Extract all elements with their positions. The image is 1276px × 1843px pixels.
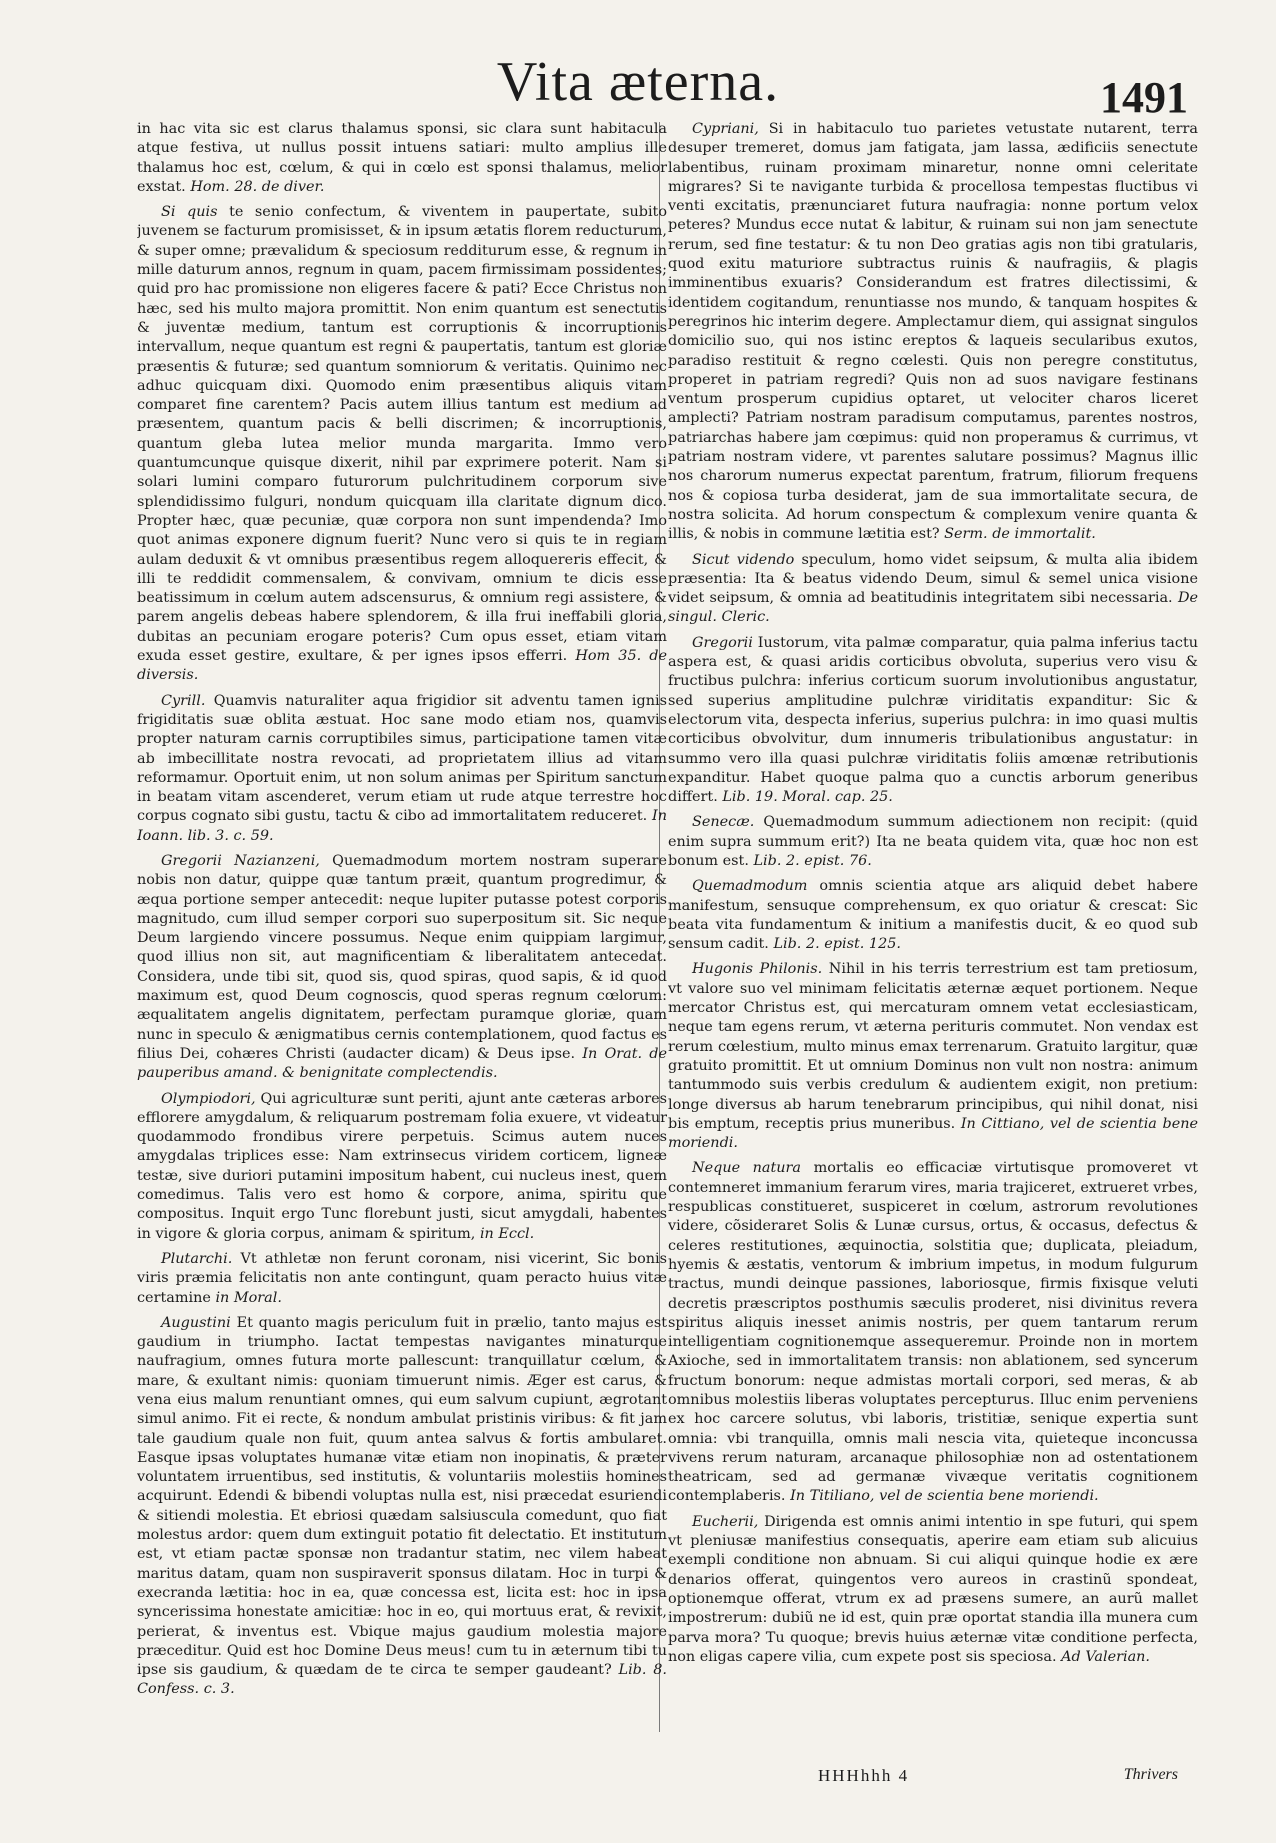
quotation-text: Quemadmodum summum adiectionem non recipit: (quid enim supra summum erit?) Ita ne beata quidem vita, quæ hoc non est bonum est. [668, 814, 1198, 869]
signature-mark: HHHhhh 4 [818, 1766, 910, 1785]
quotation-text: te senio confectum, & viventem in paupertate, subito juvenem se facturum promisisset, & in ipsum ætatis florem reducturum, & super omne; prævalidum & speciosum redditurum esse, & regnum in mille daturum annos, regnum in quam, pacem firmissimam possidentes; quid pro hac promissione non eligeres facere & pati? Ecce Christus non hæc, sed his multo majora promittit. Non enim quantum est senectutis & juventæ medium, tantum est corruptionis & incorruptionis intervallum, neque quantum est regni & paupertatis, tantum est gloriæ præsentis & futuræ; sed quantum somniorum & veritatis. Quinimo nec adhuc quicquam dixi. Quomodo enim præsentibus aliquis vitam comparet fine carentem? Pacis autem illius tantum est medium ad præsentem, quantum pacis & belli discrimen; & incorruptionis, quantum gleba lutea melior munda margarita. Immo vero quantumcunque quisque dixerit, nihil par exprimere poterit. Nam si solari lumini comparo futurorum pulchritudinem corporum sive splendidissimo fulguri, nondum quicquam illa claritate dignum dico. Propter hæc, quæ pecuniæ, quæ corpora non sunt impendenda? Imo quot animas exponere dignum fuerit? Nunc vero si quis te in regiam aulam deduxit & vt omnibus præsentibus regem alloquereris effecit, & illi te reddidit commensalem, & convivam, omnium te dicis esse beatissimum in cœlum autem adscensurus, & omnium regi assistere, & parem angelis debeas habere splendorem, & illa frui ineffabili gloria, dubitas an pecuniam erogare poteris? Cum opus esset, etiam vitam exuda esset gestire, exultare, & per ignes ipsos efferri. [137, 204, 667, 665]
quotation-entry [137, 1090, 667, 1244]
running-head [0, 52, 1276, 122]
citation: Serm. de immortalit. [944, 526, 1096, 543]
quotation-text: Iustorum, vita palmæ comparatur, quia palma inferius tactu aspera est, & quasi aridis corticibus obvoluta, superius vero visu & fructibus pulchra: inferius corticum suorum involutionibus angustatur, sed superius amplitudine pulchræ viriditatis expanditur: Sic & electorum vita, despecta inferius, superius pulchra: in imo quasi multis corticibus obvolvitur, dum innumeris tribulationibus angustatur: in summo vero illa quasi pulchræ viriditatis foliis amœnæ retributionis expanditur. Habet quoque palma quo a cunctis arborum generibus differt. [668, 634, 1198, 806]
citation: In Ioann. lib. 3. c. 59. [137, 808, 667, 844]
citation: In Titiliano, vel de scientia bene moriendi. [790, 1488, 1099, 1505]
quotation-entry [137, 203, 667, 685]
citation: In Orat. de pauperibus amand. & benignitate complectendis. [137, 1045, 667, 1082]
author-name: Augustini [161, 1314, 231, 1331]
quotation-entry [137, 692, 667, 846]
quotation-text: Et quanto magis periculum fuit in prælio, tanto majus est gaudium in triumpho. Iactat tempestas navigantes minaturque naufragium, omnes futura morte pallescunt: tranquillatur cœlum, & mare, & exultant nimis: quoniam timuerunt nimis. Æger est carus, & vena eius malum renuntiant omnes, qui eum salvum cupiunt, ægrotant simul animo. Fit ei recte, & nondum ambulat pristinis viribus: & fit jam tale gaudium quale non fuit, quum antea salvus & fortis ambularet. Easque ipsas voluptates humanæ vitæ etiam non inopinatis, & præter voluntatem irruentibus, sed institutis, & voluntariis molestiis homines acquirunt. Edendi & bibendi voluptas nulla est, nisi præcedat esuriendi & sitiendi molestia. Et ebriosi quædam salsiuscula comedunt, quo fiat molestus ardor: quem dum extinguit potatio fit delectatio. Et institutum est, vt etiam pactæ sponsæ non tradantur statim, nec vilem habeat maritus datam, quam non suspiraverit sponsus dilatam. Hoc in turpi & execranda lætitia: hoc in ea, quæ concessa est, licita est: hoc in ipsa syncerissima honestate amicitiæ: hoc in eo, qui mortuus erat, & revixit, perierat, & inventus est. Vbique majus gaudium molestia majore præceditur. Quid est hoc Domine Deus meus! cum tu in æternum tibi tu ipse sis gaudium, & quædam de te circa te semper gaudeant? [137, 1314, 667, 1679]
author-name: Gregorii Nazianzeni, [161, 852, 320, 869]
quotation-text: Dirigenda est omnis animi intentio in spe futuri, qui spem vt pleniusæ manifestius consequatis, aperire eam etiam sub alicuius exempli conditione non abnuam. Si cui aliqui quinque hodie ex ære denarios offerat, quingentos vero aureos in crastinũ spondeat, optionemque offerat, vtrum ex ad præsens sumere, an aurũ mallet impostrerum: dubiũ ne id est, quin præ oportat standia illa munera cum parva mora? Tu quoque; brevis huius æternæ vitæ conditione perfecta, non eligas capere vilia, cum expete post sis speciosa. [668, 1513, 1198, 1665]
quotation-entry [668, 960, 1198, 1153]
right-column [668, 120, 1198, 1760]
citation: Lib. 2. epist. 76. [753, 852, 872, 869]
author-name: Sicut videndo [692, 551, 795, 568]
quotation-text: Si in habitaculo tuo parietes vetustate nutarent, terra desuper tremeret, domus jam fatigata, jam lassa, ædificiis senectute labentibus, ruinam proximam minaretur, nonne omni celeritate migrares? Si te navigante turbida & procellosa tempestas fluctibus vi venti excitatis, prænunciaret futura naufragia: nonne portum velox peteres? Mundus ecce nutat & labitur, & ruinam sui non jam senectute rerum, sed fine testatur: & tu non Deo gratias agis non tibi gratularis, quod exitu maturiore subtractus ruinis & naufragiis, & plagis imminentibus exuaris? Considerandum est fratres dilectissimi, & identidem cogitandum, renuntiasse nos mundo, & tanquam hospites & peregrinos hic interim degere. Amplectamur diem, qui assignat singulos domicilio suo, qui nos istinc ereptos & laqueis secularibus exutos, paradiso restituit & regno cœlesti. Quis non peregre constitutus, properet in patriam regredi? Quis non ad suos navigare festinans ventum prosperum cupidius optaret, ut velociter charos liceret amplecti? Patriam nostram paradisum computamus, parentes nostros, patriarchas habere jam cœpimus: quid non properamus & currimus, vt patriam nostram videre, vt parentes salutare possimus? Magnus illic nos charorum numerus expectat parentum, fratrum, filiorum frequens nos & copiosa turba desiderat, jam de sua immortalitate secura, de nostra solicita. Ad horum conspectum & complexum venire quanta & illis, & nobis in commune lætitia est? [668, 121, 1198, 543]
quotation-entry [668, 1159, 1198, 1506]
author-name: Eucherii, [692, 1513, 759, 1530]
citation: In Cittiano, vel de scientia bene moriendi. [668, 1115, 1198, 1152]
citation: Hom 35. de diversis. [137, 648, 667, 684]
quotation-text: mortalis eo efficaciæ virtutisque promoveret vt contemneret immanium ferarum vires, maria trajiceret, extrueret vrbes, respublicas constitueret, suspiceret in cœlum, astrorum revolutiones videre, cõsideraret Solis & Lunæ cursus, ortus, & occasus, defectus & celeres restitutiones, æquinoctia, solstitia que; duplicata, pleiadum, hyemis & æstatis, ventorum & imbrium impetus, in modum fulgurum tractus, mundi deinque passiones, laboriosque, firmis fixisque veluti decretis præscriptos posthumis sæculis proderet, nisi divinitus revera spiritus aliquis inesset animis nostris, per quem tantarum rerum intelligentiam cognitionemque assequeremur. Proinde non in mortem Axioche, sed in immortalitatem transis: non ablationem, sed syncerum fructum bonorum: neque admistas mortali corpori, sed meras, & ab omnibus molestiis liberas voluptates percepturus. Illuc enim perveniens ex hoc carcere solutus, vbi laboris, tristitiæ, senique expertia sunt omnia: vbi tranquilla, omnis mali nescia vita, quieteque inconcussa vivens rerum naturam, arcanaque philosophiæ non ad ostentationem theatricam, sed ad germanæ vivæque veritatis cognitionem contemplaberis. [668, 1160, 1198, 1505]
citation: Lib. 19. Moral. cap. 25. [722, 789, 893, 806]
page-number: 1491 [1100, 73, 1188, 122]
quotation-entry [668, 1513, 1198, 1667]
left-column [137, 120, 667, 1760]
quotation-entry [668, 120, 1198, 545]
quotation-entry [137, 1250, 667, 1308]
quotation-entry [668, 813, 1198, 871]
quotation-text: Quamvis naturaliter aqua frigidior sit adventu tamen ignis frigiditatis suæ oblita æstuat. Hoc sane modo etiam nos, quamvis propter naturam carnis corruptibiles simus, participatione tamen vitæ ab imbecillitate nostra revocati, ad proprietatem illius ad vitam reformamur. Oportuit enim, ut non solum animas per Spiritum sanctum in beatam vitam ascenderet, verum etiam ut rude atque terrestre hoc corpus cognato sibi gustu, tactu & cibo ad immortalitatem reduceret. [137, 692, 667, 825]
catchword: Thrivers [1123, 1766, 1178, 1783]
author-name: Quemadmodum [692, 878, 808, 895]
citation: Lib. 2. epist. 125. [773, 936, 901, 953]
author-name: Gregorii [692, 634, 753, 651]
quotation-text: Qui agriculturæ sunt periti, ajunt ante cæteras arbores efflorere amygdalum, & reliquarum postremam folia exuere, vt videatur quodammodo frondibus virere perpetuis. Scimus autem nuces amygdalas triplices esse: Nam extrinsecus viridem corticem, ligneæ testæ, sive duriori putamini impositum habent, cui nucleus inest, quem comedimus. Talis vero est homo & corpore, anima, spiritu que compositus. Inquit ergo Tunc florebunt justi, sicut amygdali, habentes in vigore & gloria corpus, animam & spiritum, [137, 1090, 667, 1242]
author-name: Senecæ. [692, 814, 755, 831]
author-name: Neque natura [692, 1160, 802, 1177]
quotation-entry [668, 877, 1198, 954]
quotation-entry [137, 852, 667, 1084]
quotation-entry [668, 634, 1198, 808]
citation: Lib. 8. Confess. c. 3. [137, 1662, 667, 1698]
author-name: Olympiodori, [161, 1090, 256, 1107]
quotation-text: omnis scientia atque ars aliquid debet habere manifestum, sensuque comprehensum, ex quo oriatur & crescat: Sic beata vita fundamentum & initium a manifestis ducit, & eo quod sub sensum cadit. [668, 878, 1198, 953]
citation: in Eccl. [479, 1225, 535, 1242]
author-name: Si quis [161, 204, 218, 221]
quotation-text: Nihil in his terris terrestrium est tam pretiosum, vt valore suo vel minimam felicitatis æternæ æquet portionem. Neque mercator Christus est, qui mercaturam omnem vetat ecclesiasticam, neque tam egens rerum, vt æterna perituris commutet. Non vendax est rerum cœlestium, multo minus emax terrenarum. Gratuito largitur, quæ gratuito promittit. Et ut omnium Dominus non vult non nostra: animum tantummodo suis verbis credulum & audientem exigit, non pretium: longe diversus ab harum tenebrarum principibus, qui nihil donat, nisi bis emptum, receptis prius muneribus. [668, 961, 1198, 1132]
citation: in Moral. [215, 1289, 282, 1306]
author-name: Cyrill. [161, 692, 206, 709]
page-footer [668, 1766, 1198, 1794]
quotation-entry [137, 120, 667, 197]
quotation-text: in hac vita sic est clarus thalamus sponsi, sic clara sunt habitacula atque festiva, ut nullus possit intuens satiari: multo amplius ille thalamus hoc est, cœlum, & qui in cœlo est sponsi thalamus, melior exstat. [137, 121, 667, 195]
author-name: Plutarchi. [161, 1250, 233, 1267]
quotation-entry [137, 1314, 667, 1700]
author-name: Hugonis Philonis. [692, 961, 823, 978]
author-name: Cypriani, [692, 121, 759, 137]
citation: Ad Valerian. [1061, 1648, 1151, 1665]
quotation-text: Quemadmodum mortem nostram superare nobis non datur, quippe quæ tantum præit, quantum progredimur, & æqua portione semper antecedit: neque lupiter putasse potest corporis magnitudo, cum illud semper corpori suo superpositum sit. Sic neque Deum largiendo vincere possumus. Neque enim quippiam largimur, quod illius non sit, aut magnificentiam & liberalitatem antecedat. Considera, unde tibi sit, quod sis, quod spiras, quod sapis, & id quod maximum est, quod Deum cognoscis, quod speras regnum cœlorum: æqualitatem angelis dignitatem, perfectam puramque gloriæ, quam nunc in speculo & ænigmatibus cernis contemplationem, quod factus es filius Dei, cohæres Christi (audacter dicam) & Deus ipse. [137, 852, 667, 1062]
page-title: Vita æterna. [496, 51, 780, 113]
citation: De singul. Cleric. [668, 590, 1198, 626]
citation: Hom. 28. de diver. [190, 178, 325, 195]
quotation-text: Vt athletæ non ferunt coronam, nisi vicerint, Sic bonis viris præmia felicitatis non ante contingunt, quam peracto huius vitæ certamine [137, 1250, 667, 1306]
quotation-text: speculum, homo videt seipsum, & multa alia ibidem præsentia: Ita & beatus videndo Deum, simul & semel unica visione videt seipsum, & omnia ad beatitudinis integritatem sibi necessaria. [668, 551, 1198, 607]
quotation-entry [668, 551, 1198, 628]
